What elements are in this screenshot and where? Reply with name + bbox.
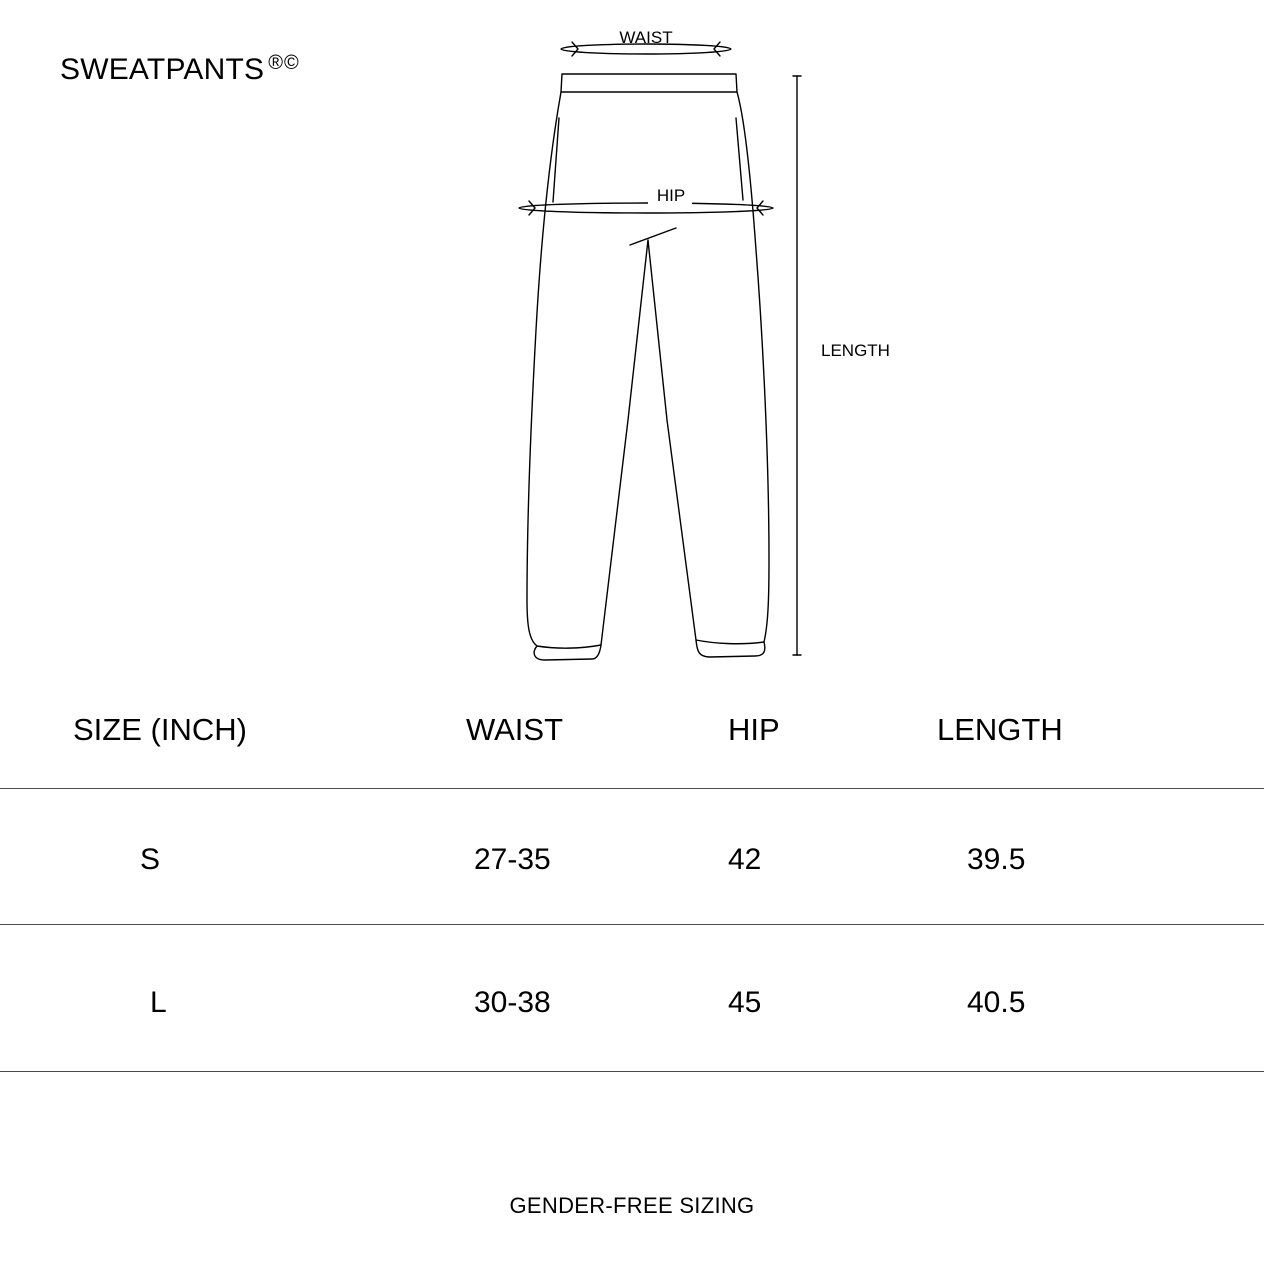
col-header-waist: WAIST <box>466 712 564 747</box>
col-header-hip: HIP <box>728 712 780 747</box>
length-cell: 40.5 <box>967 986 1026 1019</box>
left-pocket-seam <box>553 118 559 202</box>
trademark-marks: ®© <box>268 52 300 74</box>
size-cell: L <box>150 986 167 1019</box>
hip-arrow-left <box>529 201 535 215</box>
waist-arrow-right <box>714 42 720 56</box>
pants-outline <box>527 92 769 660</box>
diagram-length-label: LENGTH <box>821 341 890 360</box>
title-text: SWEATPANTS <box>60 53 265 86</box>
waist-cell: 27-35 <box>474 843 551 876</box>
col-header-length: LENGTH <box>937 712 1063 747</box>
diagram-waist-label: WAIST <box>619 28 673 47</box>
row-divider <box>0 1071 1264 1072</box>
right-pocket-seam <box>736 118 743 200</box>
hip-measure-ellipse <box>519 203 773 213</box>
size-cell: S <box>140 843 161 876</box>
crotch-seam <box>630 228 676 245</box>
diagram-hip-label: HIP <box>656 186 686 205</box>
footer-note: GENDER-FREE SIZING <box>509 1193 755 1218</box>
hip-cell: 42 <box>728 843 762 876</box>
row-divider <box>0 924 1264 925</box>
left-cuff-line <box>537 645 601 648</box>
hip-arrow-right <box>757 201 763 215</box>
hip-cell: 45 <box>728 986 762 1019</box>
waist-cell: 30-38 <box>474 986 551 1019</box>
row-divider <box>0 788 1264 789</box>
waistband-outline <box>561 74 737 92</box>
waist-arrow-left <box>572 42 578 56</box>
col-header-size: SIZE (INCH) <box>73 712 247 747</box>
length-cell: 39.5 <box>967 843 1026 876</box>
right-cuff-line <box>696 640 764 644</box>
